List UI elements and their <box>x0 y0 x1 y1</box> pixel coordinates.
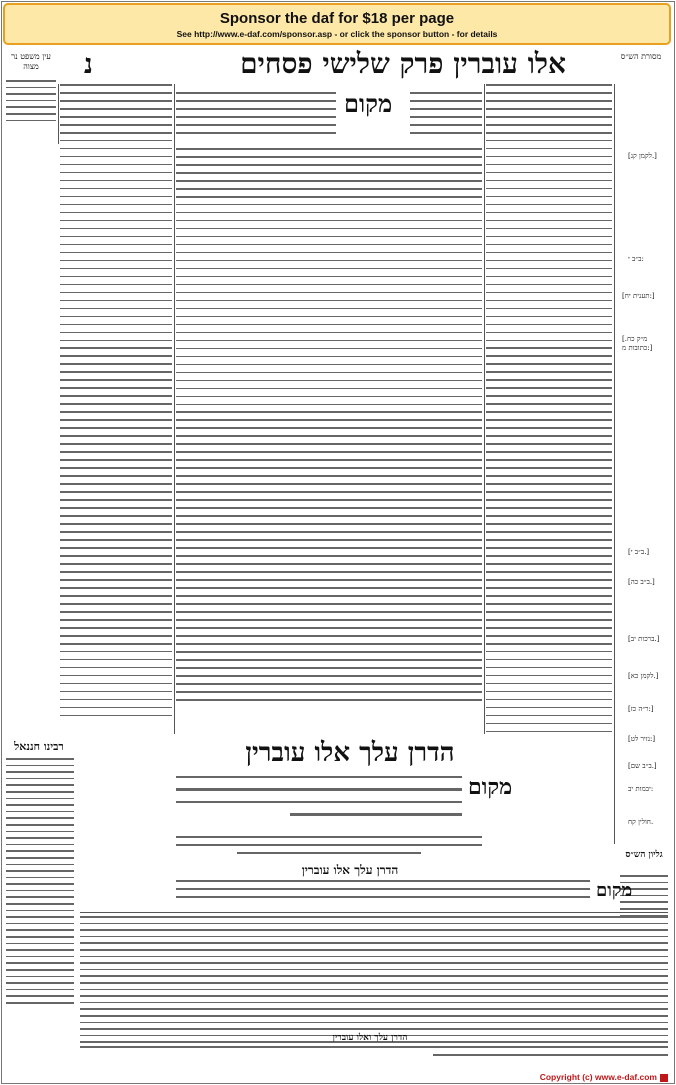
makom-mishna-word: מקום <box>468 774 513 800</box>
margin-ref[interactable]: [ר״ה כז:] <box>628 705 654 713</box>
ein-mishpat-label: עין משפט נר מצוה <box>11 52 51 71</box>
section-divider <box>80 912 668 913</box>
margin-ref[interactable]: [לקמן קנ.] <box>628 152 657 160</box>
hadran-heading: הדרן עלך אלו עוברין <box>245 738 455 768</box>
rabbeinu-chananel-column <box>6 758 74 1018</box>
column-divider <box>484 84 485 734</box>
gilyon-hashas-label: גליון הש״ס <box>625 850 663 860</box>
copyright-notice[interactable] <box>540 1072 668 1082</box>
hadran-small: הדרן עלך אלו עוברין <box>301 863 399 877</box>
tosafot-text <box>60 84 172 719</box>
gemara-small-block <box>176 836 482 862</box>
margin-ref[interactable]: [מ״ק כח. כתובות מ:] <box>622 335 653 352</box>
margin-ref[interactable]: [נזיר לט:] <box>628 735 656 743</box>
sponsor-title[interactable]: Sponsor the daf for $18 per page <box>219 10 455 27</box>
rabbeinu-chananel-text <box>6 758 74 1009</box>
rashi-column <box>486 84 612 734</box>
tosafot-bottom-block <box>80 916 668 1051</box>
sponsor-banner[interactable] <box>3 3 671 45</box>
column-divider <box>174 84 175 734</box>
column-divider <box>58 84 59 144</box>
margin-ref[interactable]: [לקמן כא.] <box>628 672 659 680</box>
margin-ref[interactable]: חולין קח. <box>628 818 654 826</box>
gemara-column <box>176 148 482 713</box>
margin-ref[interactable]: [ברכות יב.] <box>628 635 660 643</box>
mesoret-hashas-label: מסורת הש״ס <box>620 52 662 61</box>
bottom-lines <box>80 1046 668 1064</box>
copyright-text[interactable]: Copyright (c) www.e-daf.com <box>539 1072 657 1082</box>
page-number: נ <box>84 49 93 80</box>
rashi-text <box>486 84 612 734</box>
margin-ref[interactable]: [ב״ב י.] <box>628 548 650 556</box>
gemara-top-right <box>410 92 482 144</box>
rashi-bottom-block <box>176 880 590 910</box>
gemara-top-left <box>176 92 336 144</box>
mishna-text <box>176 776 462 832</box>
margin-ref[interactable]: ב״ב י: <box>628 255 644 263</box>
margin-ref[interactable]: [ב״ב כה.] <box>628 578 655 586</box>
margin-ref[interactable]: [ב״ב שם.] <box>628 762 657 770</box>
makom-gemara-word: מקום <box>344 89 393 118</box>
margin-ref[interactable]: [תענית יח:] <box>622 292 655 300</box>
margin-ref[interactable]: יבמות יב: <box>628 785 654 793</box>
rabbeinu-chananel-label: רבינו חננאל <box>14 740 64 753</box>
column-divider <box>614 84 615 844</box>
ein-mishpat-text <box>6 80 56 126</box>
sponsor-subtitle[interactable]: See http://www.e-daf.com/sponsor.asp - or click the sponsor button - for details <box>176 29 498 39</box>
page-header <box>0 49 676 79</box>
logo-icon <box>660 1074 668 1082</box>
ein-mishpat-column <box>6 80 56 140</box>
tosafot-column <box>60 84 172 719</box>
hadran-bottom: הדרן עלך ואלו עוברין <box>332 1033 408 1043</box>
gemara-text <box>176 148 482 707</box>
chapter-title: אלו עוברין פרק שלישי פסחים <box>240 47 566 80</box>
makom-bottom-word: מקום <box>596 880 633 901</box>
